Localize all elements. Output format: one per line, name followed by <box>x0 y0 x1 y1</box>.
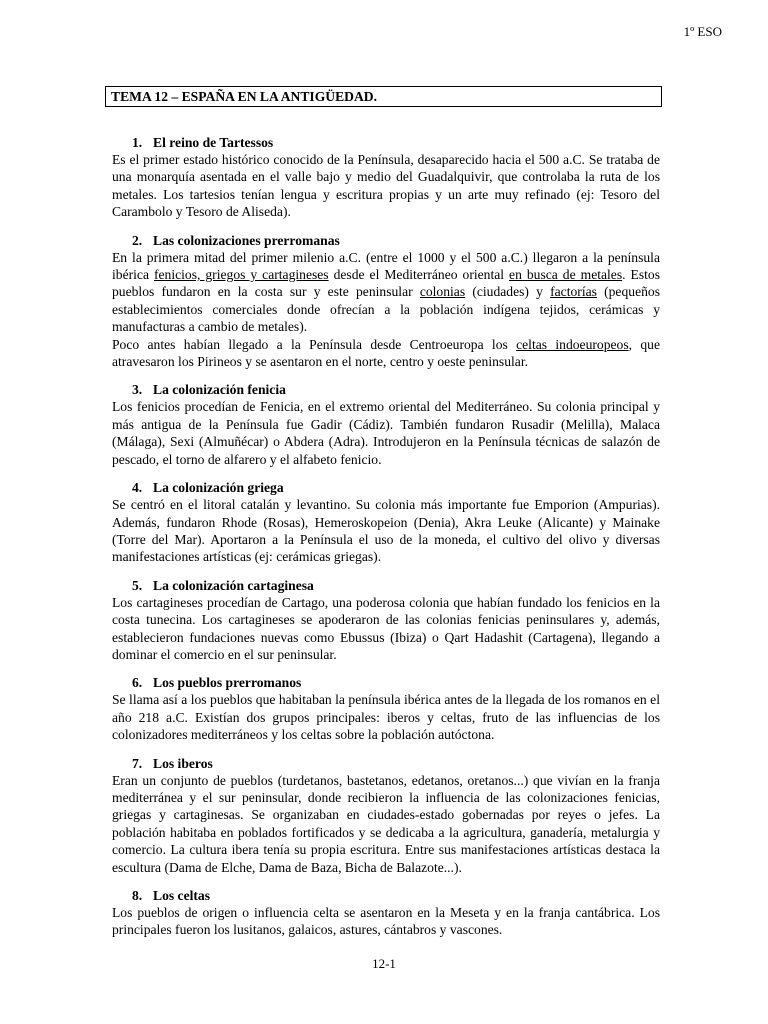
section-heading: 4. La colonización griega <box>132 480 284 496</box>
page-number: 12-1 <box>372 956 396 971</box>
section-text: Es el primer estado histórico conocido de la Península, desaparecido hacia el 500 a.C. Se trataba de una monarquía asentada en el valle bajo y medio del Guadalquivir, que controlaba la ruta de los metales. Los tartesios tenían lengua y escritura propias y un arte muy refinado (ej: Tesoro del Carambolo y Tesoro de Aliseda). <box>112 152 660 220</box>
section-text: Eran un conjunto de pueblos (turdetanos, bastetanos, edetanos, oretanos...) que vivían en la franja mediterránea y el sur peninsular, donde recibieron la influencia de las colonizaciones fenicias, griegas y cartaginesas. Se organizaban en ciudades-estado gobernadas por reyes o jefes. La población habitaba en poblados fortificados y se dedicaba a la agricultura, ganadería, metalurgia y comercio. La cultura ibera tenía su propia escritura. Entre sus manifestaciones artísticas destaca la escultura (Dama de Elche, Dama de Baza, Bicha de Balazote...). <box>112 772 660 875</box>
section-tartessos <box>112 134 660 221</box>
section-text: En la primera mitad del primer milenio a.C. (entre el 1000 y el 500 a.C.) llegaron a la península ibérica fenicios, griegos y cartagineses desde el Mediterráneo oriental en busca de metales. Estos pueblos fundaron en la costa sur y este peninsular colonias (ciudades) y factorías (pequeños establecimientos comerciales donde ofrecían a la población indígena tejidos, cerámicas y manufacturas a cambio de metales). <box>112 249 660 335</box>
course-label: 1º ESO <box>683 24 722 39</box>
section-heading: 3. La colonización fenicia <box>132 382 286 398</box>
section-griega <box>112 479 660 566</box>
section-heading: 7. Los iberos <box>132 755 213 771</box>
section-heading: 1. El reino de Tartessos <box>132 135 274 150</box>
section-text: Los pueblos de origen o influencia celta se asentaron en la Meseta y en la franja cantábrica. Los principales fueron los lusitanos, galaicos, astures, cántabros y vascones. <box>112 905 660 938</box>
section-celtas <box>112 887 660 939</box>
section-text: Se centró en el litoral catalán y levantino. Su colonia más importante fue Emporion (Ampurias). Además, fundaron Rhode (Rosas), Hemeroskopeion (Denia), Akra Leuke (Alicante) y Mainake (Torre del Mar). Aportaron a la Península el uso de la moneda, el cultivo del olivo y diversas manifestaciones artísticas (ej: cerámicas griegas). <box>112 497 660 565</box>
page-title: TEMA 12 – ESPAÑA EN LA ANTIGÜEDAD. <box>105 86 662 107</box>
section-text: Los fenicios procedían de Fenicia, en el extremo oriental del Mediterráneo. Su colonia principal y más antigua de la Península fue Gadir (Cádiz). También fundaron Rusadir (Melilla), Malaca (Málaga), Sexi (Almuñécar) o Abdera (Adra). Introdujeron en la Península técnicas de salazón de pescado, el torno de alfarero y el alfabeto fenicio. <box>112 399 660 467</box>
section-prerromanos <box>112 674 660 743</box>
section-heading: 8. Los celtas <box>132 888 211 903</box>
section-fenicia <box>112 381 660 468</box>
section-colonizaciones <box>112 232 660 371</box>
document-body <box>112 134 660 950</box>
section-text-2: Poco antes habían llegado a la Península desde Centroeuropa los celtas indoeuropeos, que atravesaron los Pirineos y se asentaron en el norte, centro y oeste peninsular. <box>112 336 660 370</box>
section-heading: 5. La colonización cartaginesa <box>132 577 314 593</box>
section-cartaginesa <box>112 577 660 664</box>
section-iberos <box>112 755 660 876</box>
section-heading: 2. Las colonizaciones prerromanas <box>132 232 340 248</box>
section-text: Los cartagineses procedían de Cartago, una poderosa colonia que habían fundado los fenicios en la costa tunecina. Los cartagineses se apoderaron de las colonias fenicias peninsulares y, además, establecieron fundaciones nuevas como Ebussus (Ibiza) o Qart Hadashit (Cartagena), llegando a dominar el comercio en el sur peninsular. <box>112 594 660 662</box>
section-text: Se llama así a los pueblos que habitaban la península ibérica antes de la llegada de los romanos en el año 218 a.C. Existían dos grupos principales: iberos y celtas, fruto de las influencias de los colonizadores mediterráneos y los celtas sobre la población autóctona. <box>112 692 660 743</box>
section-heading: 6. Los pueblos prerromanos <box>132 675 302 691</box>
